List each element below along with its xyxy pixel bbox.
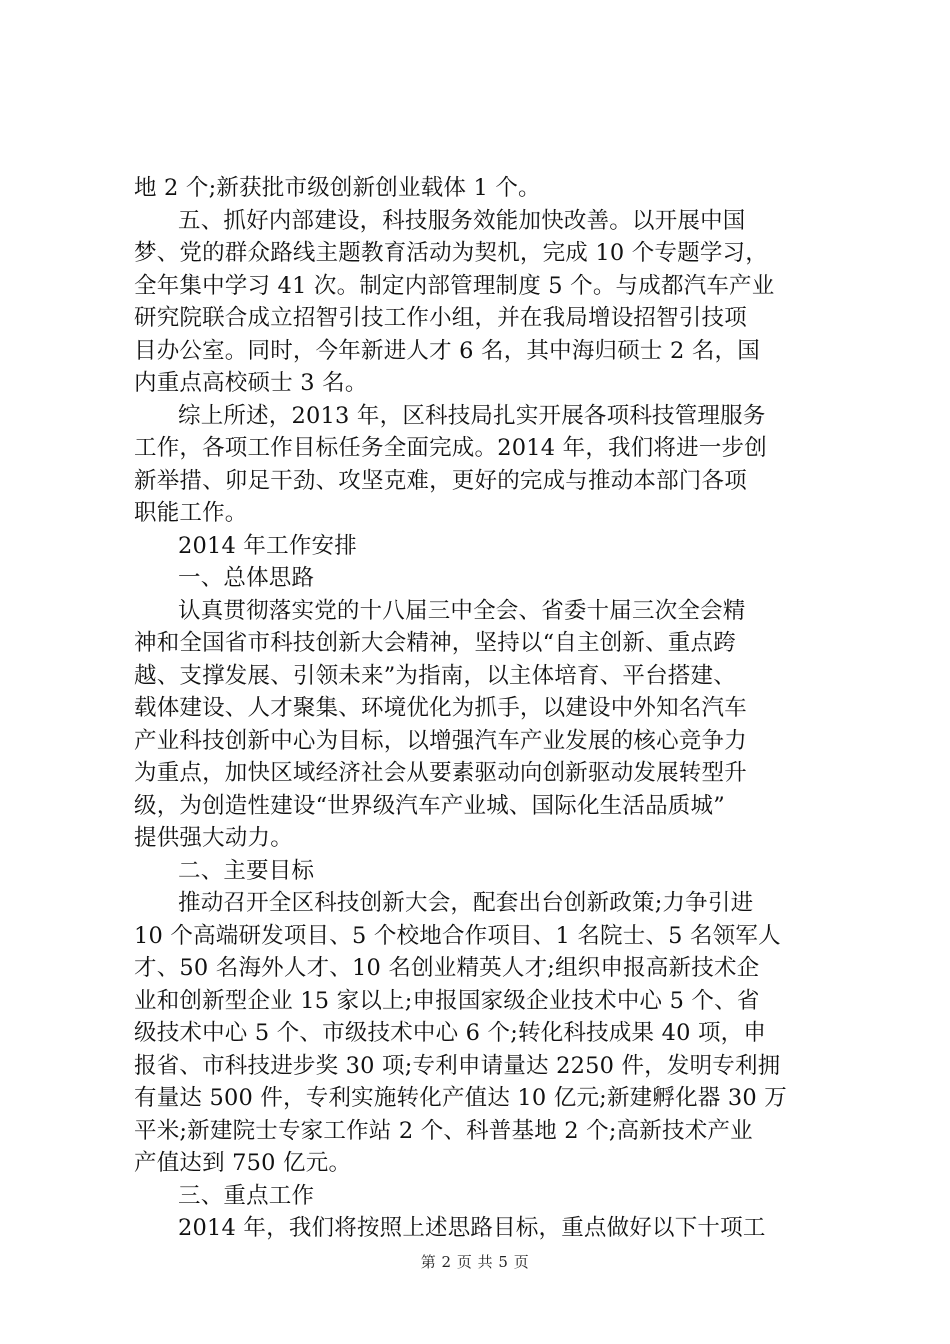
text-line: 产值达到 750 亿元。 bbox=[134, 1150, 352, 1176]
text-line: 业和创新型企业 15 家以上;申报国家级企业技术中心 5 个、省 bbox=[134, 987, 760, 1014]
document-body bbox=[134, 172, 818, 1245]
text-line: 地 2 个;新获批市级创新创业载体 1 个。 bbox=[134, 175, 541, 201]
text-line: 二、主要目标 bbox=[178, 857, 315, 884]
text-line: 目办公室。同时，今年新进人才 6 名，其中海归硕士 2 名，国 bbox=[134, 337, 760, 364]
text-line: 新举措、卯足干劲、攻坚克难，更好的完成与推动本部门各项 bbox=[134, 467, 747, 494]
text-line: 产业科技创新中心为目标，以增强汽车产业发展的核心竞争力 bbox=[134, 727, 747, 754]
text-line: 2014 年工作安排 bbox=[178, 532, 357, 559]
text-line: 级技术中心 5 个、市级技术中心 6 个;转化科技成果 40 项，申 bbox=[134, 1020, 767, 1046]
text-line: 一、总体思路 bbox=[178, 565, 315, 591]
text-line: 梦、党的群众路线主题教育活动为契机，完成 10 个专题学习， bbox=[134, 240, 768, 266]
text-line: 越、支撑发展、引领未来”为指南，以主体培育、平台搭建、 bbox=[134, 662, 736, 689]
text-line: 五、抓好内部建设，科技服务效能加快改善。以开展中国 bbox=[178, 207, 746, 234]
text-line: 才、50 名海外人才、10 名创业精英人才;组织申报高新技术企 bbox=[134, 955, 760, 981]
text-line: 综上所述，2013 年，区科技局扎实开展各项科技管理服务 bbox=[178, 402, 766, 429]
text-line: 2014 年，我们将按照上述思路目标，重点做好以下十项工 bbox=[178, 1215, 766, 1241]
text-line: 研究院联合成立招智引技工作小组，并在我局增设招智引技项 bbox=[134, 305, 747, 331]
text-line: 为重点，加快区域经济社会从要素驱动向创新驱动发展转型升 bbox=[134, 760, 747, 786]
text-line: 推动召开全区科技创新大会，配套出台创新政策;力争引进 bbox=[178, 890, 754, 916]
text-line: 10 个高端研发项目、5 个校地合作项目、1 名院士、5 名领军人 bbox=[134, 922, 781, 949]
text-line: 级，为创造性建设“世界级汽车产业城、国际化生活品质城” bbox=[134, 792, 725, 819]
text-line: 提供强大动力。 bbox=[134, 825, 293, 851]
text-line: 认真贯彻落实党的十八届三中全会、省委十届三次全会精 bbox=[178, 597, 746, 624]
text-line: 报省、市科技进步奖 30 项;专利申请量达 2250 件，发明专利拥 bbox=[134, 1052, 781, 1079]
text-line: 三、重点工作 bbox=[178, 1182, 315, 1209]
text-line: 内重点高校硕士 3 名。 bbox=[134, 370, 368, 396]
text-line: 职能工作。 bbox=[134, 500, 248, 526]
page-number-footer: 第 2 页 共 5 页 bbox=[420, 1253, 530, 1271]
text-line: 工作，各项工作目标任务全面完成。2014 年，我们将进一步创 bbox=[134, 435, 767, 461]
text-line: 有量达 500 件，专利实施转化产值达 10 亿元;新建孵化器 30 万 bbox=[134, 1085, 787, 1111]
text-line: 平米;新建院士专家工作站 2 个、科普基地 2 个;高新技术产业 bbox=[134, 1117, 753, 1144]
text-line: 全年集中学习 41 次。制定内部管理制度 5 个。与成都汽车产业 bbox=[134, 272, 775, 299]
text-line: 载体建设、人才聚集、环境优化为抓手，以建设中外知名汽车 bbox=[134, 695, 747, 721]
text-line: 神和全国省市科技创新大会精神，坚持以“自主创新、重点跨 bbox=[134, 630, 736, 656]
